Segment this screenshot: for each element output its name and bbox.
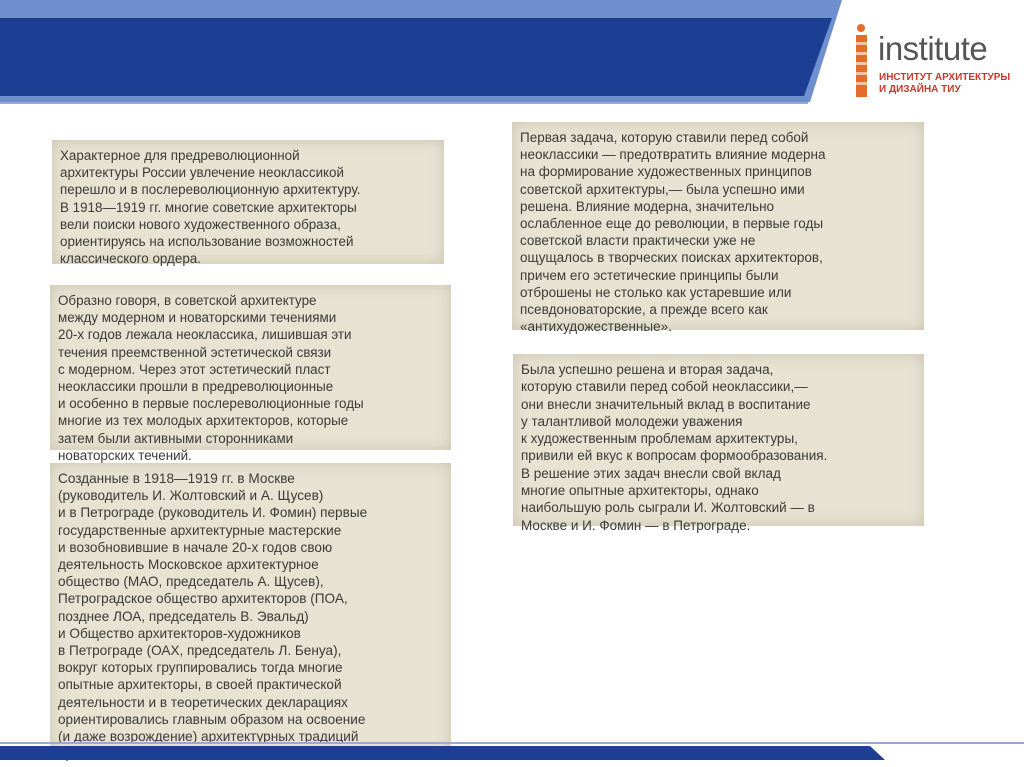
- logo-subtitle: [879, 72, 1024, 96]
- scan-text-block-5: [513, 354, 924, 533]
- scan-text-4: Первая задача, которую ставили перед собой неоклассики — предотвратить влияние модерна на формирование художественных принципов советской архитектуры,— была успешно ими решена. Влияние модерна, значительно ослабленное еще до революции, в первые годы советской власти практически уже не ощущалось в творческих поисках архитекторов, причем его эстетические принципы были отброшены не столько как устаревшие или псевдоноваторские, а прежде всего как «антихудожественные».: [520, 130, 826, 335]
- institute-logo: [852, 22, 1024, 102]
- header-blue-band: [0, 18, 832, 96]
- scan-text-block-3: [50, 463, 451, 755]
- scan-text-2: Образно говоря, в советской архитектуре между модерном и новаторскими течениями 20-х годов лежала неоклассика, лишившая эти течения преемственной эстетической связи с модерном. Через этот эстетический пласт неоклассики прошли в предреволюционные и особенно в первые послереволюционные годы многие из тех молодых архитекторов, которые затем были активными сторонниками новаторских течений.: [58, 293, 364, 463]
- vertical-orange-bar-mark-icon: [852, 22, 874, 98]
- scan-text-1: Характерное для предреволюционной архитектуры России увлечение неоклассикой перешло и в послереволюционную архитектуру. В 1918—1919 гг. многие советские архитекторы вели поиски нового художественного образа, ориентируясь на использование возможностей классического ордера.: [60, 148, 361, 267]
- logo-subtitle-line2: И ДИЗАЙНА ТИУ: [879, 84, 961, 95]
- scan-text-3: Созданные в 1918—1919 гг. в Москве (руководитель И. Жолтовский и А. Щусев) и в Петрограде (руководитель И. Фомин) первые государственные архитектурные мастерские и возобновившие в начале 20-х годов свою деятельность Московское архитектурное общество (МАО, председатель А. Щусев), Петроградское общество архитекторов (ПОА, позднее ЛОА, председатель В. Эвальд) и Общество архитекторов-художников в Петрограде (ОАХ, председатель Л. Бенуа), вокруг которых группировались тогда многие опытные архитекторы, в своей практической деятельности и в теоретических декларациях ориентировались главным образом на освоение (и даже возрождение) архитектурных традиций: [58, 471, 368, 745]
- footer-notch: [870, 746, 1024, 760]
- logo-subtitle-line1: ИНСТИТУТ АРХИТЕКТУРЫ: [879, 72, 1011, 83]
- logo-wordmark: institute: [878, 30, 988, 67]
- scan-text-block-2: [50, 285, 451, 463]
- scan-text-block-1: [52, 140, 444, 267]
- scan-text-5: Была успешно решена и вторая задача, которую ставили перед собой неоклассики,— они внесли значительный вклад в воспитание у талантливой молодежи уважения к художественным проблемам архитектуры, привили ей вкус к вопросам формообразования. В решение этих задач внесли свой вклад многие опытные архитекторы, однако наибольшую роль сыграли И. Жолтовский — в Москве и И. Фомин — в Петрограде.: [521, 362, 828, 533]
- footer-band: [0, 740, 1024, 767]
- scan-text-block-4: [512, 122, 924, 335]
- footer-blue-band: [0, 746, 1024, 760]
